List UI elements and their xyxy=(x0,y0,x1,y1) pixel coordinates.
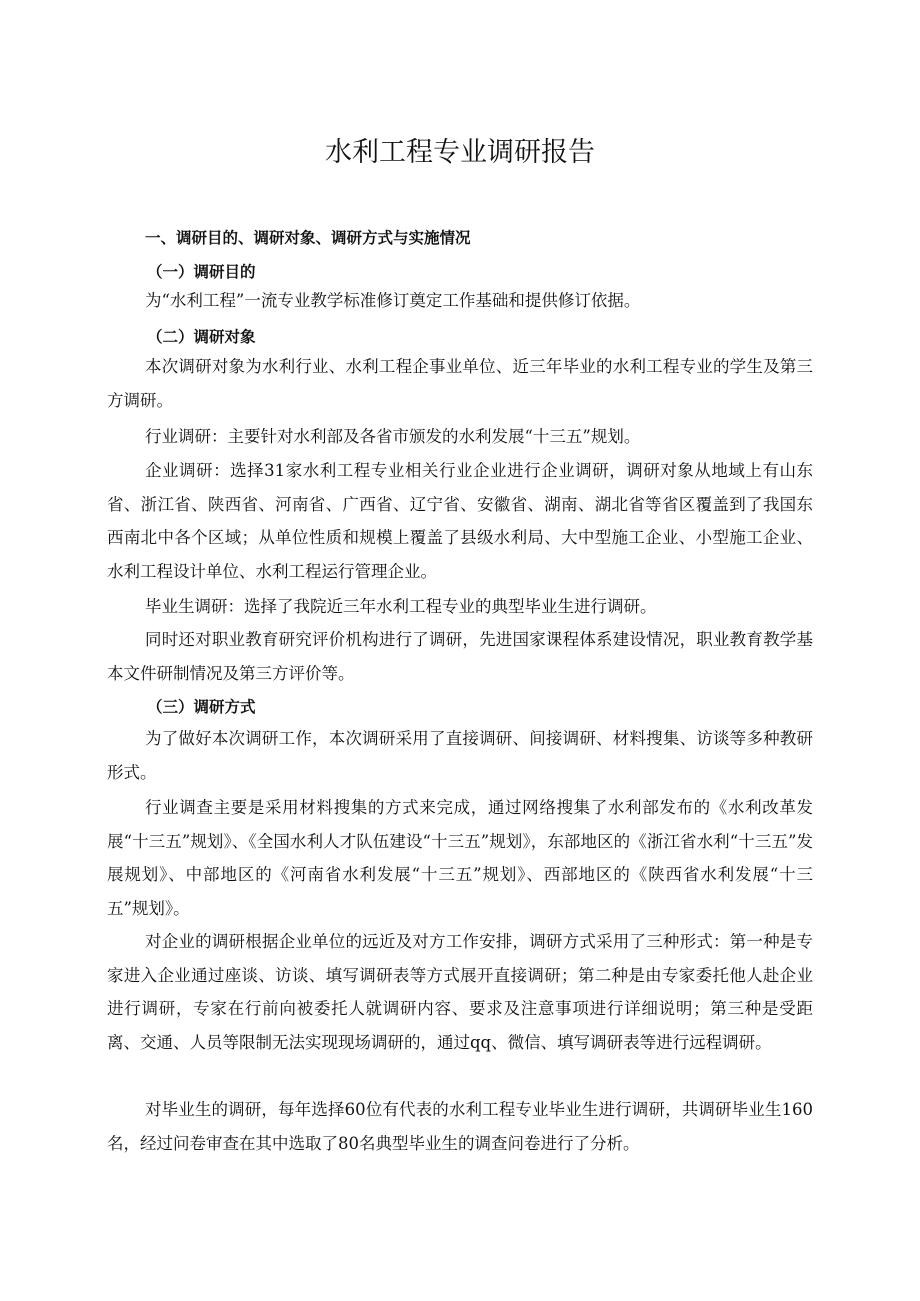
document-title: 水利工程专业调研报告 xyxy=(325,137,595,168)
paragraph-industry-method: 行业调查主要是采用材料搜集的方式来完成，通过网络搜集了水利部发布的《水利改革发展“十三五”规划》、《全国水利人才队伍建设“十三五”规划》，东部地区的《浙江省水利“十三五”发展规划》、中部地区的《河南省水利发展“十三五”规划》、西部地区的《陕西省水利发展“十三五”规划》。 xyxy=(107,798,813,918)
subsection-heading-objects: （二）调研对象 xyxy=(147,328,256,346)
paragraph-industry-survey: 行业调研：主要针对水利部及各省市颁发的水利发展“十三五”规划。 xyxy=(145,427,641,446)
paragraph-other-survey: 同时还对职业教育研究评价机构进行了调研，先进国家课程体系建设情况，职业教育教学基本文件研制情况及第三方评价等。 xyxy=(107,630,813,683)
subsection-heading-purpose: （一）调研目的 xyxy=(147,263,256,281)
paragraph-purpose: 为“水利工程”一流专业教学标准修订奠定工作基础和提供修订依据。 xyxy=(145,291,641,310)
paragraph-graduate-method: 对毕业生的调研，每年选择60位有代表的水利工程专业毕业生进行调研，共调研毕业生160名，经过问卷审查在其中选取了80名典型毕业生的调查问卷进行了分析。 xyxy=(107,1100,813,1153)
paragraph-enterprise-survey: 企业调研：选择31家水利工程专业相关行业企业进行企业调研，调研对象从地域上有山东省、浙江省、陕西省、河南省、广西省、辽宁省、安徽省、湖南、湖北省等省区覆盖到了我国东西南北中各个区域；从单位性质和规模上覆盖了县级水利局、大中型施工企业、小型施工企业、水利工程设计单位、水利工程运行管理企业。 xyxy=(107,461,813,581)
subsection-heading-methods: （三）调研方式 xyxy=(147,698,256,716)
paragraph-graduate-survey: 毕业生调研：选择了我院近三年水利工程专业的典型毕业生进行调研。 xyxy=(145,597,657,616)
paragraph-method-intro: 为了做好本次调研工作，本次调研采用了直接调研、间接调研、材料搜集、访谈等多种教研形式。 xyxy=(107,729,813,782)
paragraph-object-intro: 本次调研对象为水利行业、水利工程企事业单位、近三年毕业的水利工程专业的学生及第三方调研。 xyxy=(107,357,813,410)
paragraph-enterprise-method: 对企业的调研根据企业单位的远近及对方工作安排，调研方式采用了三种形式：第一种是专家进入企业通过座谈、访谈、填写调研表等方式展开直接调研；第二种是由专家委托他人赴企业进行调研，专家在行前向被委托人就调研内容、要求及注意事项进行详细说明；第三种是受距离、交通、人员等限制无法实现现场调研的，通过qq、微信、填写调研表等进行远程调研。 xyxy=(107,932,813,1052)
section-heading-1: 一、调研目的、调研对象、调研方式与实施情况 xyxy=(145,229,471,247)
